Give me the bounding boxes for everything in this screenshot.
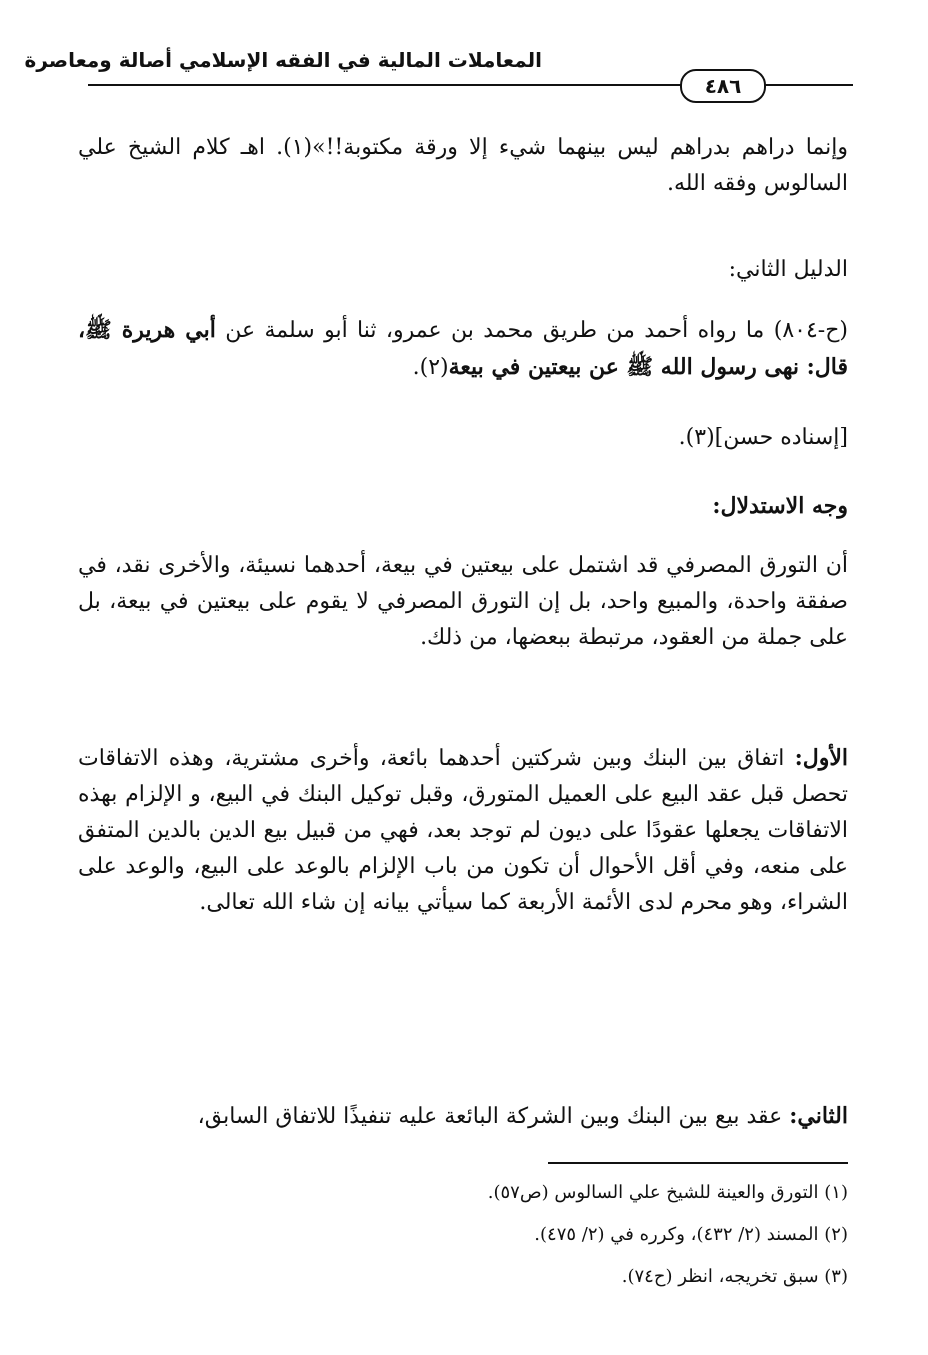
hadith-paragraph — [78, 312, 848, 386]
paragraph-continuation: وإنما دراهم بدراهم ليس بينهما شيء إلا ورقة مكتوبة!!»(١). اهـ كلام الشيخ علي السالوس وفقه الله. — [78, 135, 848, 196]
page-number-badge: ٤٨٦ — [680, 69, 766, 103]
second-contract-text: عقد بيع بين البنك وبين الشركة البائعة عليه تنفيذًا للاتفاق السابق، — [197, 1104, 790, 1129]
first-contract-paragraph — [78, 740, 848, 921]
footnote-3: (٣) سبق تخريجه، انظر (ح٧٤). — [621, 1266, 848, 1287]
hadith-reference-number: (ح-٨٠٤) — [773, 318, 848, 343]
footnote-marker-2: (٢). — [412, 355, 449, 380]
inference-paragraph: أن التورق المصرفي قد اشتمل على بيعتين في بيعة، أحدهما نسيئة، والأخرى نقد، في صفقة واحدة، والمبيع واحد، بل إن التورق المصرفي لا يقوم على بيعتين في بيعة، بل على جملة من العقود، مرتبطة ببعضها، من ذلك. — [78, 553, 848, 650]
footnote-divider — [548, 1162, 848, 1164]
second-label: الثاني: — [789, 1103, 848, 1129]
running-header-title: المعاملات المالية في الفقه الإسلامي أصالة ومعاصرة — [24, 48, 542, 72]
first-contract-text: اتفاق بين البنك وبين شركتين أحدهما بائعة، وأخرى مشترية، وهذه الاتفاقات تحصل قبل عقد البيع على العميل المتورق، وقبل توكيل البنك في البيع، و الإلزام بهذه الاتفاقات يجعلها عقودًا على ديون لم توجد بعد، فهي من قبيل بيع الدين بالدين المتفق على منعه، وفي أقل الأحوال أن تكون من باب الإلزام بالوعد على البيع، والوعد على الشراء، وهو محرم لدى الأئمة الأربعة كما سيأتي بيانه إن شاء الله تعالى. — [78, 746, 848, 915]
footnote-1: (١) التورق والعينة للشيخ علي السالوس (ص٥٧). — [487, 1182, 848, 1203]
section-heading-inference: وجه الاستدلال: — [712, 493, 848, 519]
second-contract-paragraph — [78, 1098, 848, 1135]
grading-note: [إسناده حسن](٣). — [678, 425, 848, 450]
section-heading-second-evidence: الدليل الثاني: — [728, 257, 848, 282]
footnote-2: (٢) المسند (٢/ ٤٣٢)، وكرره في (٢/ ٤٧٥). — [534, 1224, 848, 1245]
hadith-matn-text: أبي هريرة ﷺ، قال: نهى رسول الله ﷺ عن بيعتين في بيعة — [78, 317, 848, 380]
first-label: الأول: — [794, 745, 848, 771]
hadith-chain-text: ما رواه أحمد من طريق محمد بن عمرو، ثنا أبو سلمة عن — [215, 318, 774, 343]
